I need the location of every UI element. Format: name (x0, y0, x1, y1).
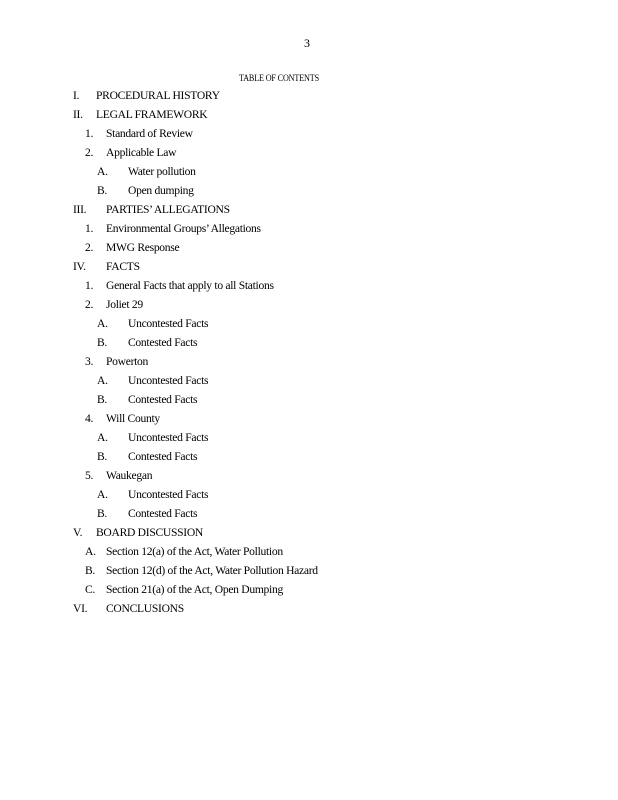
toc-entry-number: A. (85, 545, 96, 558)
toc-entry-number: 2. (85, 241, 94, 254)
toc-entry-number: 2. (85, 146, 94, 159)
toc-entry-title: Uncontested Facts (128, 488, 209, 501)
toc-entry-number: 2. (85, 298, 94, 311)
toc-entry-number: 3. (85, 355, 94, 368)
toc-entry-number: A. (97, 488, 108, 501)
toc-entry-title: CONCLUSIONS (106, 602, 184, 615)
toc-entry-number: 1. (85, 222, 94, 235)
toc-entry-number: A. (97, 374, 108, 387)
toc-entry-number: VI. (73, 602, 88, 615)
toc-entry-title: Contested Facts (128, 393, 198, 406)
toc-entry-number: IV. (73, 260, 86, 273)
toc-entry-title: Contested Facts (128, 507, 198, 520)
toc-entry-title: Contested Facts (128, 450, 198, 463)
toc-entry-number: 1. (85, 279, 94, 292)
toc-entry-number: C. (85, 583, 96, 596)
toc-entry-title: General Facts that apply to all Stations (106, 279, 274, 292)
toc-entry-title: Waukegan (106, 469, 153, 482)
page-number: 3 (304, 36, 310, 50)
toc-entry-number: B. (97, 507, 108, 520)
toc-entry-title: Uncontested Facts (128, 317, 209, 330)
toc-entry-title: Open dumping (128, 184, 194, 197)
toc-entry-number: A. (97, 165, 108, 178)
toc-entry-title: PROCEDURAL HISTORY (96, 89, 220, 102)
toc-entry-number: 4. (85, 412, 94, 425)
toc-entry-number: I. (73, 89, 80, 102)
toc-entry-title: Will County (106, 412, 160, 425)
toc-entry-title: Joliet 29 (106, 298, 143, 311)
toc-entry-title: Contested Facts (128, 336, 198, 349)
toc-entry-number: B. (97, 450, 108, 463)
toc-entry-title: Powerton (106, 355, 149, 368)
toc-entry-number: A. (97, 317, 108, 330)
toc-entry-number: B. (97, 336, 108, 349)
toc-entry-number: 5. (85, 469, 94, 482)
toc-entry-number: B. (85, 564, 96, 577)
toc-entry-title: Applicable Law (106, 146, 177, 159)
toc-entry-title: Section 12(d) of the Act, Water Pollution Hazard (106, 564, 318, 577)
toc-entry-title: Uncontested Facts (128, 431, 209, 444)
toc-entry-title: Water pollution (128, 165, 196, 178)
toc-entry-title: Section 21(a) of the Act, Open Dumping (106, 583, 283, 596)
toc-entry-number: 1. (85, 127, 94, 140)
toc-entry-number: B. (97, 393, 108, 406)
toc-entry-title: MWG Response (106, 241, 180, 254)
table-of-contents-title: TABLE OF CONTENTS (239, 74, 319, 84)
toc-entry-title: PARTIES’ ALLEGATIONS (106, 203, 230, 216)
toc-entry-title: LEGAL FRAMEWORK (96, 108, 208, 121)
toc-entry-number: B. (97, 184, 108, 197)
toc-entry-title: Environmental Groups’ Allegations (106, 222, 261, 235)
toc-entry-title: Section 12(a) of the Act, Water Pollution (106, 545, 283, 558)
toc-entry-title: FACTS (106, 260, 140, 273)
toc-entry-title: Uncontested Facts (128, 374, 209, 387)
toc-entry-number: V. (73, 526, 83, 539)
toc-entry-number: A. (97, 431, 108, 444)
toc-entry-number: II. (73, 108, 83, 121)
toc-entry-number: III. (73, 203, 87, 216)
toc-entry-title: Standard of Review (106, 127, 193, 140)
toc-entry-title: BOARD DISCUSSION (96, 526, 203, 539)
